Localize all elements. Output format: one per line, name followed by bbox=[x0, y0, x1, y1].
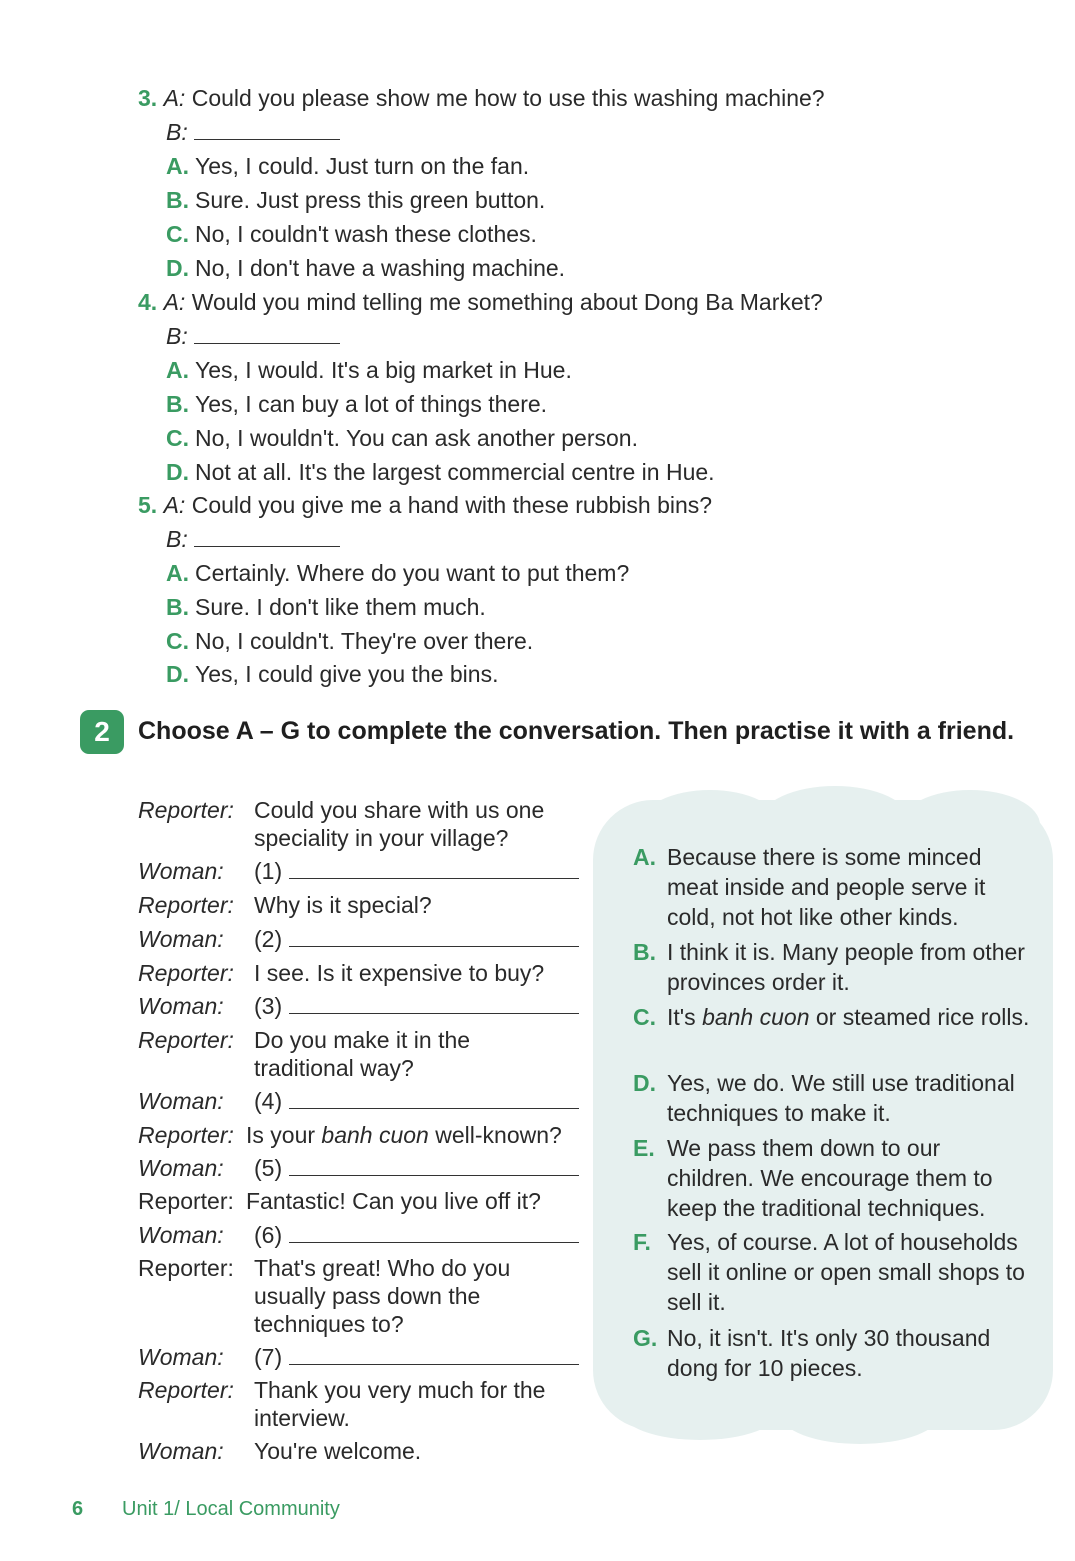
speaker-label: Woman: bbox=[138, 1438, 224, 1464]
question-3-prompt: 3. A: Could you please show me how to use this washing machine? bbox=[138, 85, 825, 111]
question-3-option-b: B. Sure. Just press this green button. bbox=[166, 187, 546, 213]
dialogue-line: Thank you very much for the interview. bbox=[254, 1377, 546, 1431]
question-5-option-c: C. No, I couldn't. They're over there. bbox=[166, 628, 534, 654]
page-number: 6 bbox=[72, 1498, 84, 1520]
question-3-option-d: D. No, I don't have a washing machine. bbox=[166, 255, 566, 281]
speaker-label: Woman: bbox=[138, 1155, 224, 1181]
question-4-prompt: 4. A: Would you mind telling me something about Dong Ba Market? bbox=[138, 289, 823, 315]
question-5-option-a: A. Certainly. Where do you want to put them? bbox=[166, 560, 630, 586]
question-4-option-c: C. No, I wouldn't. You can ask another person. bbox=[166, 425, 638, 451]
question-4-option-a: A. Yes, I would. It's a big market in Hue. bbox=[166, 357, 572, 383]
speaker-label: Reporter: bbox=[138, 960, 234, 986]
dialogue-blank-3: (3) bbox=[254, 992, 584, 1020]
answer-blank bbox=[289, 1224, 579, 1243]
dialogue-line: Fantastic! Can you live off it? bbox=[246, 1188, 541, 1214]
answer-option-c: C. It's banh cuon or steamed rice rolls. bbox=[633, 1004, 1030, 1030]
answer-option-g: G. No, it isn't. It's only 30 thousand dong for 10 pieces. bbox=[633, 1325, 991, 1381]
dialogue-line: I see. Is it expensive to buy? bbox=[254, 960, 545, 986]
answer-blank bbox=[194, 528, 340, 547]
speaker-label: Reporter: bbox=[138, 1027, 234, 1053]
dialogue-blank-1: (1) bbox=[254, 857, 584, 885]
speaker-label: Woman: bbox=[138, 1222, 224, 1248]
exercise-number-badge: 2 bbox=[80, 710, 124, 754]
question-5-answer-line: B: bbox=[166, 524, 340, 554]
dialogue-blank-2: (2) bbox=[254, 925, 584, 953]
speaker-label: Reporter: bbox=[138, 1188, 234, 1214]
speaker-label: Woman: bbox=[138, 926, 224, 952]
dialogue-line: Do you make it in the traditional way? bbox=[254, 1027, 471, 1081]
question-3-option-c: C. No, I couldn't wash these clothes. bbox=[166, 221, 537, 247]
question-5-option-d: D. Yes, I could give you the bins. bbox=[166, 661, 499, 687]
question-4-option-b: B. Yes, I can buy a lot of things there. bbox=[166, 391, 548, 417]
dialogue-line: You're welcome. bbox=[254, 1438, 422, 1464]
exercise-instruction: Choose A – G to complete the conversation. Then practise it with a friend. bbox=[138, 717, 1015, 745]
answer-option-a: A. Because there is some minced meat inside and people serve it cold, not hot like other kinds. bbox=[633, 844, 986, 930]
speaker-label: Woman: bbox=[138, 1088, 224, 1114]
speaker-label: Woman: bbox=[138, 993, 224, 1019]
answer-blank bbox=[289, 860, 579, 879]
answer-blank bbox=[194, 325, 340, 344]
question-5-option-b: B. Sure. I don't like them much. bbox=[166, 594, 486, 620]
answer-option-b: B. I think it is. Many people from other provinces order it. bbox=[633, 939, 1025, 995]
question-3-option-a: A. Yes, I could. Just turn on the fan. bbox=[166, 153, 530, 179]
speaker-label: Reporter: bbox=[138, 1255, 234, 1281]
answer-blank bbox=[289, 1157, 579, 1176]
question-5-prompt: 5. A: Could you give me a hand with these rubbish bins? bbox=[138, 492, 713, 518]
answer-blank bbox=[289, 1090, 579, 1109]
dialogue-blank-5: (5) bbox=[254, 1154, 584, 1182]
answer-blank bbox=[289, 928, 579, 947]
speaker-label: Reporter: bbox=[138, 1122, 234, 1148]
answer-blank bbox=[289, 1346, 579, 1365]
dialogue-line: Is your banh cuon well-known? bbox=[246, 1122, 562, 1148]
answer-option-d: D. Yes, we do. We still use traditional techniques to make it. bbox=[633, 1070, 1015, 1126]
answer-option-f: F. Yes, of course. A lot of households sell it online or open small shops to sell it. bbox=[633, 1229, 1025, 1315]
speaker-label: Woman: bbox=[138, 1344, 224, 1370]
dialogue-blank-4: (4) bbox=[254, 1087, 584, 1115]
dialogue-blank-7: (7) bbox=[254, 1343, 584, 1371]
unit-title: Unit 1/ Local Community bbox=[122, 1498, 340, 1520]
answer-blank bbox=[194, 121, 340, 140]
speaker-label: Reporter: bbox=[138, 797, 234, 823]
question-4-answer-line: B: bbox=[166, 321, 340, 351]
dialogue-line: Why is it special? bbox=[254, 892, 432, 918]
speaker-label: Woman: bbox=[138, 858, 224, 884]
speaker-label: Reporter: bbox=[138, 1377, 234, 1403]
dialogue-line: That's great! Who do you usually pass down the techniques to? bbox=[254, 1255, 511, 1337]
answer-option-e: E. We pass them down to our children. We encourage them to keep the traditional techniques. bbox=[633, 1135, 993, 1221]
speaker-label: Reporter: bbox=[138, 892, 234, 918]
question-3-answer-line: B: bbox=[166, 117, 340, 147]
dialogue-blank-6: (6) bbox=[254, 1221, 584, 1249]
answer-blank bbox=[289, 995, 579, 1014]
question-4-option-d: D. Not at all. It's the largest commercial centre in Hue. bbox=[166, 459, 715, 485]
dialogue-line: Could you share with us one speciality in your village? bbox=[254, 797, 545, 851]
